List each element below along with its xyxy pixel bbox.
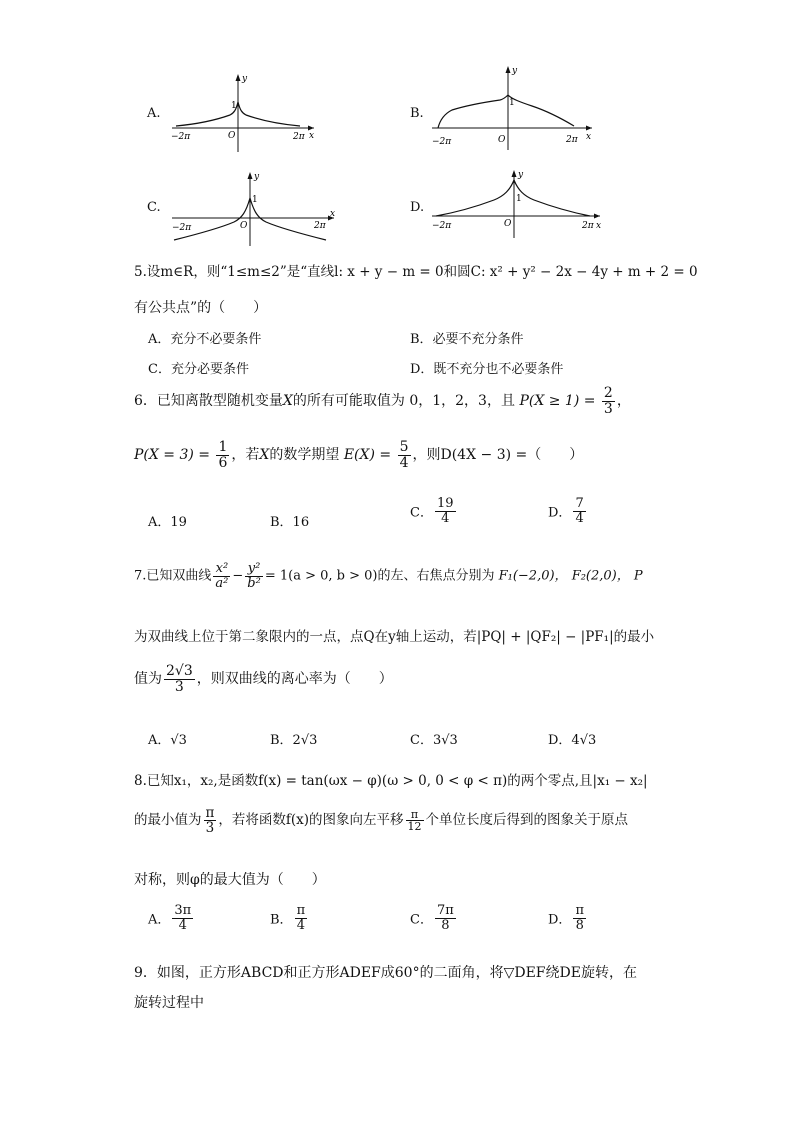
- tick-pos-2pi: 2π: [566, 135, 578, 145]
- q8-stem-line3: 对称，则φ的最大值为（ ）: [134, 872, 326, 888]
- y-axis-arrow: [506, 66, 511, 73]
- tick-neg-2pi: −2π: [171, 132, 191, 142]
- q6-var-x2: X: [259, 447, 270, 464]
- q7-frac-y2-b2: $\frac{\text{y²}}{\text{b²}}$: [247, 561, 261, 591]
- x-axis-arrow: [594, 214, 600, 219]
- y-axis-arrow: [236, 74, 241, 81]
- q6-frac-19-4: $\frac{19}{4}$: [436, 496, 454, 526]
- q6-option-b: B．16: [270, 515, 310, 530]
- q6-prob2: P(X = 3) =: [134, 447, 211, 464]
- q8-option-c: C． $\frac{7\pi}{8}$: [410, 903, 454, 933]
- q6-text-d: 的数学期望: [269, 447, 340, 464]
- q9-stem-line1: 9．如图，正方形ABCD和正方形ADEF成60°的二面角，将▽DEF绕DE旋转，在: [134, 965, 637, 981]
- q7-text-c: 值为: [134, 671, 162, 688]
- q9-stem-line2: 旋转过程中: [134, 995, 204, 1011]
- q7-option-b: B．2√3: [270, 733, 318, 748]
- tick-neg-2pi: −2π: [432, 221, 452, 231]
- q7-option-c: C．3√3: [410, 733, 458, 748]
- tick-neg-2pi: −2π: [432, 137, 452, 147]
- q8-frac-pi-3: $\frac{\pi}{3}$: [205, 805, 215, 837]
- x-axis-arrow: [308, 126, 314, 131]
- q6-variance: D(4X − 3) =（ ）: [440, 447, 584, 464]
- q5-stem-line1: 5.设m∈R，则“1≤m≤2”是“直线l: x + y − m = 0和圆C: x² + y² − 2x − 4y + m + 2 = 0: [134, 264, 698, 280]
- q7-minus: −: [232, 568, 244, 584]
- q6-frac-1-6: $\frac{1}{6}$: [218, 439, 228, 471]
- q6-option-a: A．19: [148, 515, 187, 530]
- q7-stem-line2: 为双曲线上位于第二象限内的一点，点Q在y轴上运动，若|PQ| + |QF₂| − |PF₁|的最小: [134, 629, 655, 645]
- q8-frac-pi-12: $\frac{\pi}{12}$: [407, 807, 422, 834]
- tick-one: 1: [252, 195, 258, 205]
- q5-option-b: B．必要不充分条件: [410, 332, 524, 347]
- q7-option-d: D．4√3: [548, 733, 597, 748]
- tick-one: 1: [231, 101, 237, 111]
- q7-stem-line1: [134, 562, 643, 590]
- q7-text-d: ，则双曲线的离心率为（ ）: [196, 671, 393, 688]
- tick-one: 1: [509, 98, 515, 108]
- q6-option-d: D． $\frac{7}{4}$: [548, 496, 584, 526]
- tick-one: 1: [516, 194, 522, 204]
- graph-c: [168, 170, 338, 250]
- q8-text-c: 个单位长度后得到的图象关于原点: [425, 812, 629, 829]
- q6-text-c: ，若: [231, 447, 260, 464]
- curve-b: [438, 95, 574, 128]
- q6-expect: E(X) =: [343, 447, 392, 464]
- q7-text-b: = 1(a > 0, b > 0)的左、右焦点分别为: [264, 568, 495, 584]
- q8-option-b: B． $\frac{\pi}{4}$: [270, 903, 306, 933]
- option-a-label: A.: [147, 106, 161, 121]
- x-axis-label: x: [330, 209, 336, 219]
- q6-comma: ，: [616, 393, 631, 410]
- graph-a: [168, 70, 320, 156]
- origin-label: O: [240, 221, 248, 231]
- q6-text-b: 的所有可能取值为 0，1，2，3，且: [292, 393, 515, 410]
- q5-stem-line2: 有公共点”的（ ）: [134, 300, 268, 316]
- y-axis-label: y: [512, 66, 518, 76]
- q8-option-d: D． $\frac{\pi}{8}$: [548, 903, 584, 933]
- option-d-label: D.: [410, 200, 425, 215]
- y-axis-arrow: [512, 170, 517, 177]
- x-axis-label: x: [596, 221, 602, 231]
- y-axis-label: y: [518, 170, 524, 180]
- q7-option-a: A．√3: [148, 733, 187, 748]
- q7-f2: F₂(2,0)，: [571, 568, 630, 584]
- q8-stem-line2: [134, 806, 628, 835]
- q8-stem-line1: 8.已知x₁，x₂,是函数f(x) = tan(ωx − φ)(ω > 0, 0 < φ < π)的两个零点,且|x₁ − x₂|: [134, 773, 648, 789]
- q5-option-a: A．充分不必要条件: [148, 332, 262, 347]
- origin-label: O: [498, 135, 506, 145]
- option-b-label: B.: [410, 106, 424, 121]
- q5-option-c: C．充分必要条件: [148, 362, 249, 377]
- y-axis-arrow: [248, 172, 253, 179]
- x-axis-label: x: [309, 131, 315, 141]
- y-axis-label: y: [242, 74, 248, 84]
- x-axis-label: x: [586, 132, 592, 142]
- x-axis-arrow: [586, 126, 592, 131]
- q6-option-c: C． $\frac{19}{4}$: [410, 496, 454, 526]
- q6-stem-line2: [134, 440, 583, 470]
- q6-frac-2-3: $\frac{2}{3}$: [603, 385, 613, 417]
- q7-frac-2root3-3: $\frac{2√3}{3}$: [166, 663, 193, 695]
- q7-f1: F₁(−2,0)，: [498, 568, 568, 584]
- origin-label: O: [504, 219, 512, 229]
- q7-stem-line3: [134, 664, 393, 694]
- y-axis-label: y: [254, 172, 260, 182]
- q7-text-a: 7.已知双曲线: [134, 568, 212, 584]
- q8-text-b: ，若将函数f(x)的图象向左平移: [218, 812, 404, 829]
- q7-frac-x2-a2: $\frac{\text{x²}}{\text{a²}}$: [215, 561, 229, 591]
- q7-p: P: [633, 568, 643, 584]
- tick-pos-2pi: 2π: [582, 221, 594, 231]
- q6-prob1: P(X ≥ 1) =: [519, 393, 596, 410]
- q6-text-g: ，则: [412, 447, 441, 464]
- q6-frac-5-4: $\frac{5}{4}$: [399, 439, 409, 471]
- graph-b: [428, 62, 596, 152]
- curve-d: [436, 180, 590, 216]
- graph-d: [428, 168, 604, 240]
- q8-option-a: A． $\frac{3\pi}{4}$: [148, 903, 192, 933]
- option-c-label: C.: [147, 200, 161, 215]
- tick-pos-2pi: 2π: [293, 132, 305, 142]
- q6-text-a: 6．已知离散型随机变量: [134, 393, 283, 410]
- tick-pos-2pi: 2π: [314, 221, 326, 231]
- q6-stem-line1: [134, 386, 631, 416]
- q6-var-x: X: [282, 393, 293, 410]
- q5-option-d: D．既不充分也不必要条件: [410, 362, 564, 377]
- q8-text-a: 的最小值为: [134, 812, 202, 829]
- tick-neg-2pi: −2π: [172, 223, 192, 233]
- q6-frac-7-4: $\frac{7}{4}$: [575, 496, 584, 526]
- origin-label: O: [228, 131, 236, 141]
